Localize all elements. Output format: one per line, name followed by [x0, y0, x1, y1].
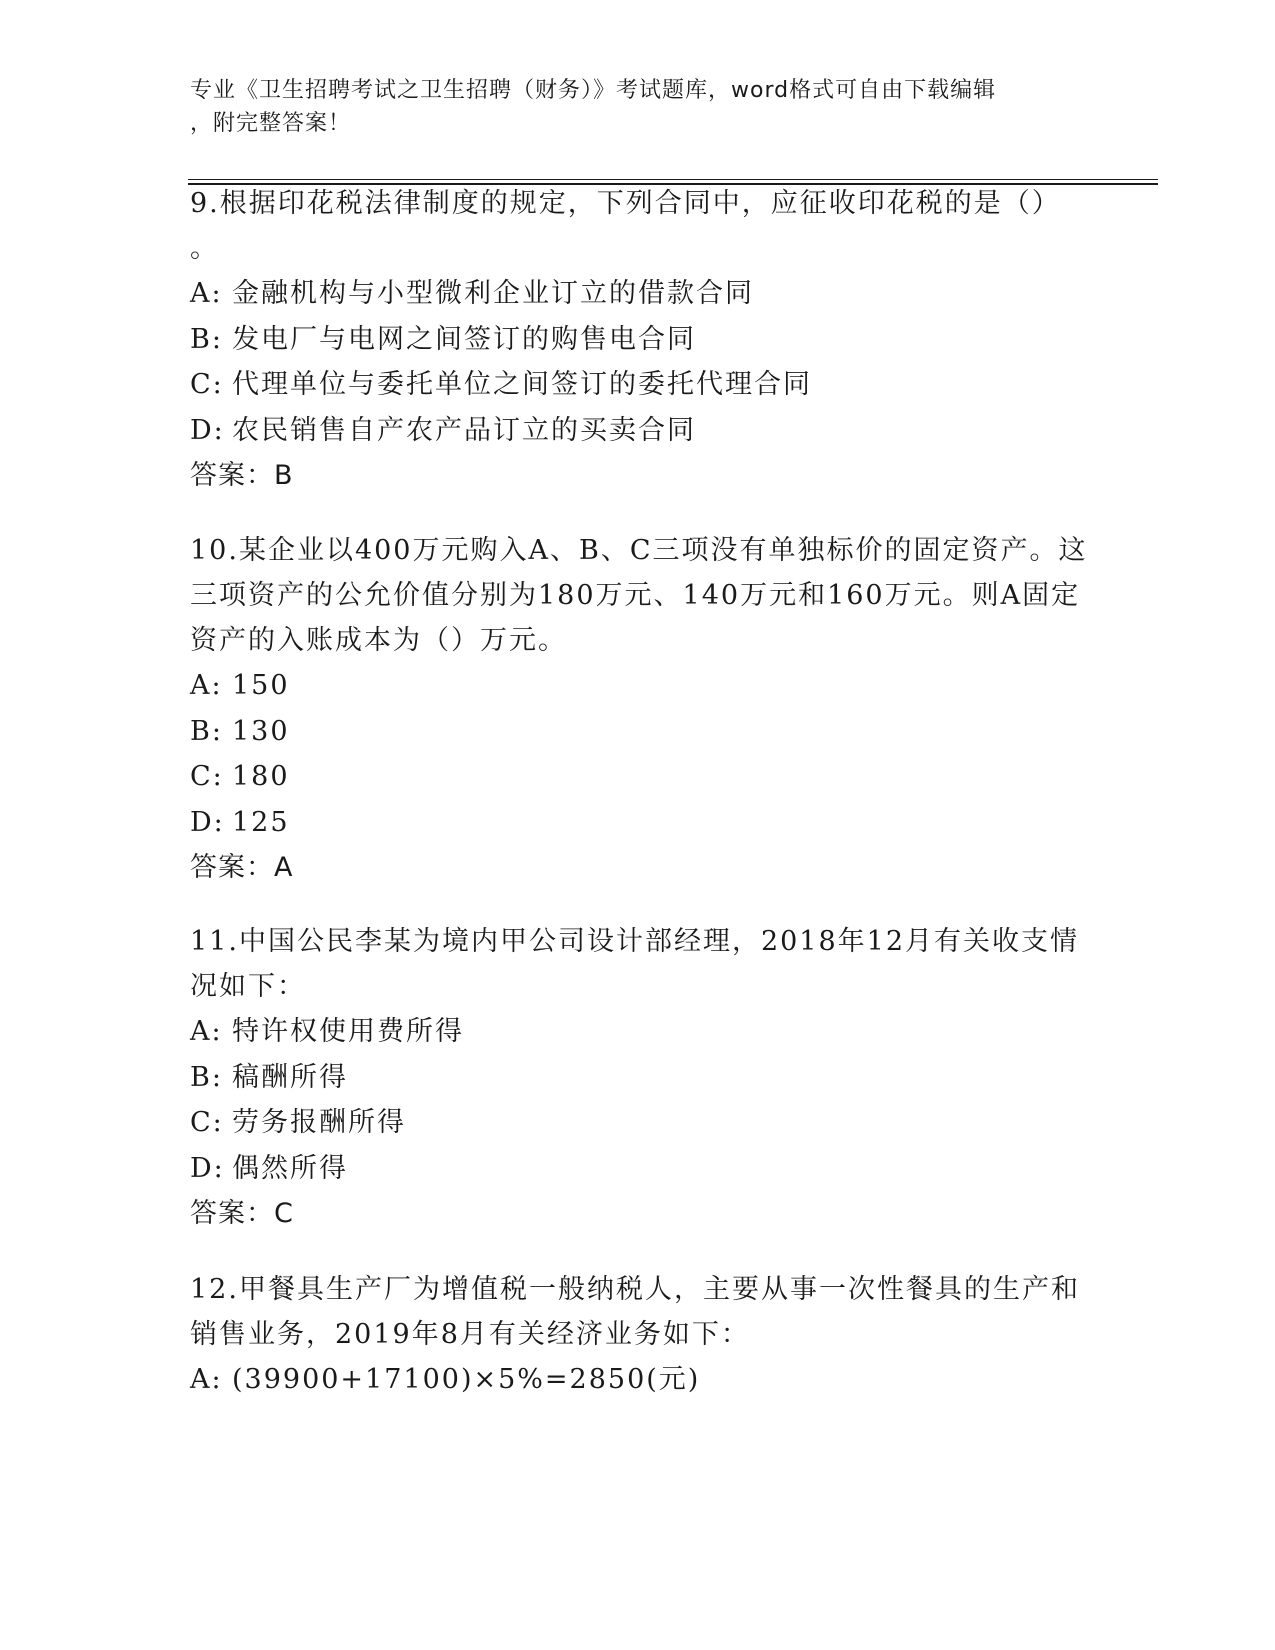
- answer-line: 答案：A: [190, 852, 294, 883]
- option-letter: B:: [190, 323, 223, 355]
- question-stem-line: 三项资产的公允价值分别为180万元、140万元和160万元。则A固定: [190, 580, 1081, 611]
- question-stem-line: 9.根据印花税法律制度的规定，下列合同中，应征收印花税的是（）: [190, 188, 1061, 219]
- option-a: [190, 1357, 1090, 1403]
- option-letter: D:: [190, 1152, 225, 1184]
- answer-line: 答案：C: [190, 1198, 294, 1229]
- option-b: [190, 709, 1090, 755]
- question-10: [190, 528, 1090, 890]
- option-letter: C:: [190, 1107, 224, 1138]
- option-letter: C:: [190, 369, 224, 400]
- option-letter: B:: [190, 1061, 223, 1093]
- option-d: [190, 800, 1090, 846]
- question-stem-line: 资产的入账成本为（）万元。: [190, 625, 567, 656]
- question-stem-line: 11.中国公民李某为境内甲公司设计部经理，2018年12月有关收支情: [190, 926, 1080, 957]
- question-stem-line: 。: [190, 233, 219, 264]
- header-line-2: ，附完整答案！: [190, 111, 352, 136]
- header-divider-thin: [188, 179, 1158, 180]
- document-header: [190, 74, 1090, 140]
- option-a: [190, 663, 1090, 709]
- option-letter: B:: [190, 715, 223, 747]
- option-letter: D:: [190, 806, 225, 838]
- option-text: 劳务报酬所得: [232, 1107, 406, 1138]
- option-c: [190, 1100, 1090, 1146]
- option-text: 稿酬所得: [232, 1061, 348, 1093]
- option-d: [190, 1146, 1090, 1192]
- option-letter: A:: [190, 1016, 223, 1047]
- option-text: (39900+17100)×5%=2850(元): [232, 1364, 701, 1395]
- option-letter: C:: [190, 761, 224, 792]
- question-11: [190, 919, 1090, 1236]
- option-text: 125: [232, 806, 290, 838]
- option-text: 代理单位与委托单位之间签订的委托代理合同: [232, 369, 812, 400]
- option-text: 偶然所得: [232, 1152, 348, 1184]
- option-a: [190, 271, 1090, 317]
- question-stem-line: 况如下：: [190, 971, 306, 1002]
- question-12: [190, 1267, 1090, 1403]
- option-letter: A:: [190, 278, 223, 309]
- option-text: 130: [232, 715, 290, 747]
- option-text: 农民销售自产农产品订立的买卖合同: [232, 414, 696, 446]
- option-b: [190, 1055, 1090, 1101]
- question-stem-line: 12.甲餐具生产厂为增值税一般纳税人，主要从事一次性餐具的生产和: [190, 1274, 1080, 1305]
- option-text: 180: [232, 761, 290, 792]
- option-text: 发电厂与电网之间签订的购售电合同: [232, 323, 696, 355]
- option-text: 150: [232, 670, 290, 701]
- option-c: [190, 362, 1090, 408]
- header-line-1: 专业《卫生招聘考试之卫生招聘（财务）》考试题库，word格式可自由下载编辑: [190, 78, 997, 103]
- answer-line: 答案：B: [190, 460, 294, 491]
- option-c: [190, 754, 1090, 800]
- option-d: [190, 408, 1090, 454]
- option-text: 金融机构与小型微利企业订立的借款合同: [232, 278, 754, 309]
- option-letter: D:: [190, 414, 225, 446]
- option-letter: A:: [190, 1364, 223, 1395]
- option-b: [190, 317, 1090, 363]
- option-letter: A:: [190, 670, 223, 701]
- question-stem-line: 销售业务，2019年8月有关经济业务如下：: [190, 1319, 750, 1350]
- question-9: [190, 181, 1090, 498]
- question-stem-line: 10.某企业以400万元购入A、B、C三项没有单独标价的固定资产。这: [190, 535, 1088, 566]
- option-text: 特许权使用费所得: [232, 1016, 464, 1047]
- option-a: [190, 1009, 1090, 1055]
